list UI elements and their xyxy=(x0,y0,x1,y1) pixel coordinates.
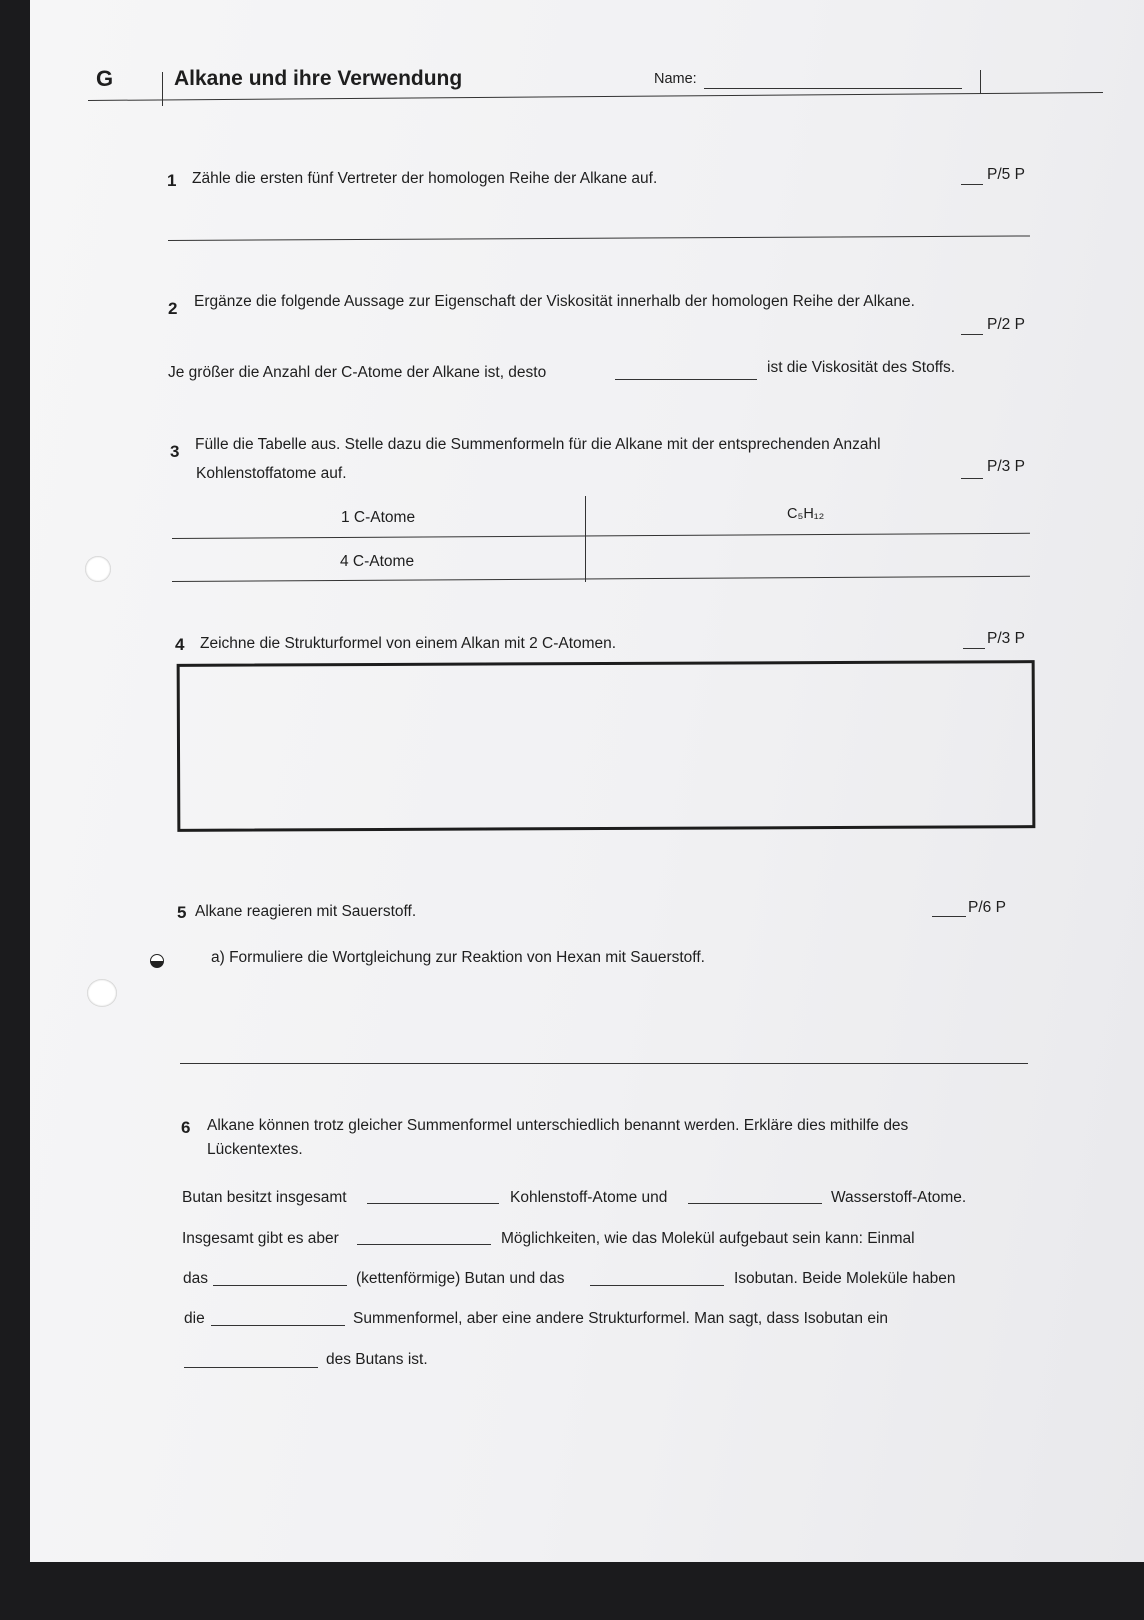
page-dot xyxy=(150,954,164,968)
task-4-number: 4 xyxy=(175,635,185,654)
gap-text-1b: Kohlenstoff-Atome und xyxy=(510,1189,668,1206)
table-header-formula: C₅H₁₂ xyxy=(787,506,825,522)
task-6-text-line2: Lückentextes. xyxy=(207,1141,303,1158)
table-row-label-2: 4 C-Atome xyxy=(340,553,415,570)
header-divider xyxy=(162,72,163,106)
page-title: Alkane und ihre Verwendung xyxy=(174,67,463,90)
task-1-text: Zähle die ersten fünf Vertreter der homologen Reihe der Alkane auf. xyxy=(192,170,658,187)
task-2-sentence-start: Je größer die Anzahl der C-Atome der Alkane ist, desto xyxy=(168,364,547,381)
task-4-points: P/3 P xyxy=(987,630,1025,647)
task-4-points-blank[interactable] xyxy=(963,648,985,649)
gap-blank-3[interactable] xyxy=(357,1244,491,1245)
gap-text-1c: Wasserstoff-Atome. xyxy=(831,1189,967,1206)
punch-hole-2 xyxy=(87,979,117,1007)
gap-text-3b: (kettenförmige) Butan und das xyxy=(356,1270,565,1287)
gap-text-1a: Butan besitzt insgesamt xyxy=(182,1189,347,1206)
task-5-text: Alkane reagieren mit Sauerstoff. xyxy=(195,903,417,920)
gap-blank-4[interactable] xyxy=(213,1285,347,1286)
gap-text-4b: Summenformel, aber eine andere Strukturformel. Man sagt, dass Isobutan ein xyxy=(353,1310,889,1327)
name-input-line[interactable] xyxy=(704,88,962,89)
table-row-label-1: 1 C-Atome xyxy=(341,509,416,526)
header-divider-right xyxy=(980,70,981,94)
gap-blank-5[interactable] xyxy=(590,1285,724,1286)
gap-blank-7[interactable] xyxy=(184,1367,318,1368)
task-4-text: Zeichne die Strukturformel von einem Alkan mit 2 C-Atomen. xyxy=(200,635,617,652)
gap-blank-2[interactable] xyxy=(688,1203,822,1204)
task-6-number: 6 xyxy=(181,1118,191,1137)
task-1-points: P/5 P xyxy=(987,166,1025,183)
gap-text-3c: Isobutan. Beide Moleküle haben xyxy=(734,1270,956,1287)
section-letter: G xyxy=(96,66,114,91)
table-cell-1-value[interactable] xyxy=(600,512,760,532)
punch-hole-1 xyxy=(85,556,111,582)
task-5-points: P/6 P xyxy=(968,899,1006,916)
gap-text-2b: Möglichkeiten, wie das Molekül aufgebaut sein kann: Einmal xyxy=(501,1230,915,1247)
task-2-answer-blank[interactable] xyxy=(615,379,757,380)
gap-blank-6[interactable] xyxy=(211,1325,345,1326)
table-column-divider xyxy=(585,496,586,582)
gap-text-3a: das xyxy=(183,1270,208,1287)
task-5a-answer-line[interactable] xyxy=(180,1063,1028,1064)
task-2-points: P/2 P xyxy=(987,316,1025,333)
task-1-points-blank[interactable] xyxy=(961,184,983,185)
task-5-number: 5 xyxy=(177,903,187,922)
gap-text-5a: des Butans ist. xyxy=(326,1351,428,1368)
task-3-text-line2: Kohlenstoffatome auf. xyxy=(196,465,347,482)
task-5a-text: a) Formuliere die Wortgleichung zur Reaktion von Hexan mit Sauerstoff. xyxy=(211,949,705,966)
drawing-box[interactable] xyxy=(177,660,1036,832)
task-2-points-blank[interactable] xyxy=(961,334,983,335)
table-cell-2-value[interactable] xyxy=(600,554,980,576)
name-label: Name: xyxy=(654,71,697,87)
task-3-number: 3 xyxy=(170,442,180,461)
task-1-number: 1 xyxy=(167,171,177,190)
task-6-text-line1: Alkane können trotz gleicher Summenformel unterschiedlich benannt werden. Erkläre dies mithilfe des xyxy=(207,1117,909,1134)
task-2-text: Ergänze die folgende Aussage zur Eigenschaft der Viskosität innerhalb der homologen Reihe der Alkane. xyxy=(194,293,915,310)
task-3-points: P/3 P xyxy=(987,458,1025,475)
task-3-points-blank[interactable] xyxy=(961,478,983,479)
task-2-number: 2 xyxy=(168,299,178,318)
gap-blank-1[interactable] xyxy=(367,1203,499,1204)
gap-text-2a: Insgesamt gibt es aber xyxy=(182,1230,339,1247)
task-5-points-blank[interactable] xyxy=(932,916,966,917)
gap-text-4a: die xyxy=(184,1310,205,1327)
task-2-sentence-end: ist die Viskosität des Stoffs. xyxy=(767,359,956,376)
task-3-text-line1: Fülle die Tabelle aus. Stelle dazu die Summenformeln für die Alkane mit der entsprechenden Anzahl xyxy=(195,436,881,453)
